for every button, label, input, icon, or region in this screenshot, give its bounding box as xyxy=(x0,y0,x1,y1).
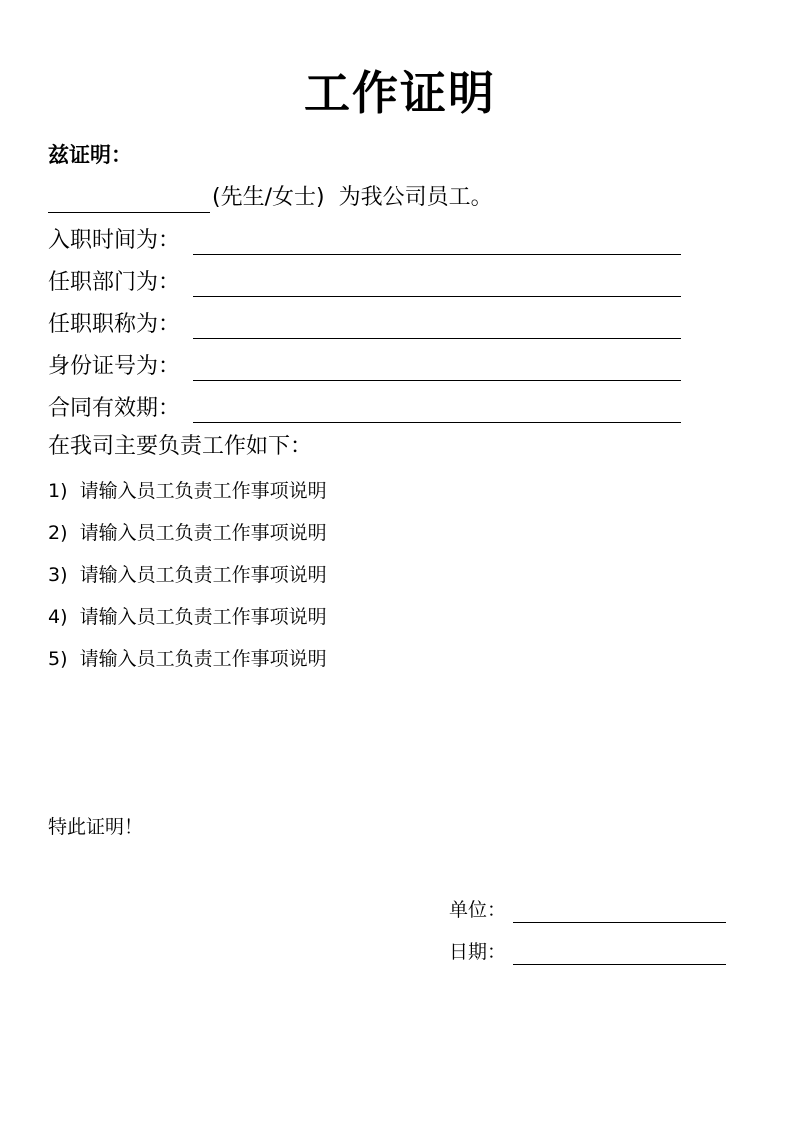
unit-blank[interactable] xyxy=(513,895,726,923)
date-label: 日期： xyxy=(449,941,507,963)
field-label: 身份证号为： xyxy=(48,354,181,379)
field-label: 入职时间为： xyxy=(48,228,181,253)
job-title-blank[interactable] xyxy=(193,310,681,339)
duty-text[interactable]: 请输入员工负责工作事项说明 xyxy=(79,480,327,502)
duty-number: 3) xyxy=(48,564,68,586)
field-contract-period xyxy=(48,394,180,424)
duty-text[interactable]: 请输入员工负责工作事项说明 xyxy=(79,522,327,544)
duties-heading: 在我司主要负责工作如下： xyxy=(48,434,313,459)
document-title: 工作证明 xyxy=(304,66,496,120)
salutation: 兹证明： xyxy=(48,143,132,167)
employee-statement: 为我公司员工。 xyxy=(338,185,493,210)
field-label: 任职部门为： xyxy=(48,270,181,295)
field-label: 合同有效期： xyxy=(48,396,181,421)
field-hire-date xyxy=(48,226,180,256)
duty-item xyxy=(48,560,327,590)
duty-number: 1) xyxy=(48,480,68,502)
employee-line xyxy=(48,183,493,213)
department-blank[interactable] xyxy=(193,268,681,297)
contract-period-blank[interactable] xyxy=(193,394,681,423)
hire-date-blank[interactable] xyxy=(193,226,681,255)
duty-number: 4) xyxy=(48,606,68,628)
duty-text[interactable]: 请输入员工负责工作事项说明 xyxy=(79,606,327,628)
field-label: 任职职称为： xyxy=(48,312,181,337)
duty-text[interactable]: 请输入员工负责工作事项说明 xyxy=(79,648,327,670)
duty-item xyxy=(48,644,327,674)
date-blank[interactable] xyxy=(513,937,726,965)
signature-date xyxy=(449,937,506,967)
field-job-title xyxy=(48,310,180,340)
unit-label: 单位： xyxy=(449,899,507,921)
duty-item xyxy=(48,602,327,632)
closing-statement: 特此证明！ xyxy=(48,816,144,838)
duty-text[interactable]: 请输入员工负责工作事项说明 xyxy=(79,564,327,586)
employee-name-blank[interactable] xyxy=(48,188,210,213)
id-number-blank[interactable] xyxy=(193,352,681,381)
signature-unit xyxy=(449,895,506,925)
duty-number: 5) xyxy=(48,648,68,670)
duty-item xyxy=(48,476,327,506)
field-department xyxy=(48,268,180,298)
duty-number: 2) xyxy=(48,522,68,544)
field-id-number xyxy=(48,352,180,382)
duty-item xyxy=(48,518,327,548)
honorific-text: (先生/女士) xyxy=(212,185,325,210)
